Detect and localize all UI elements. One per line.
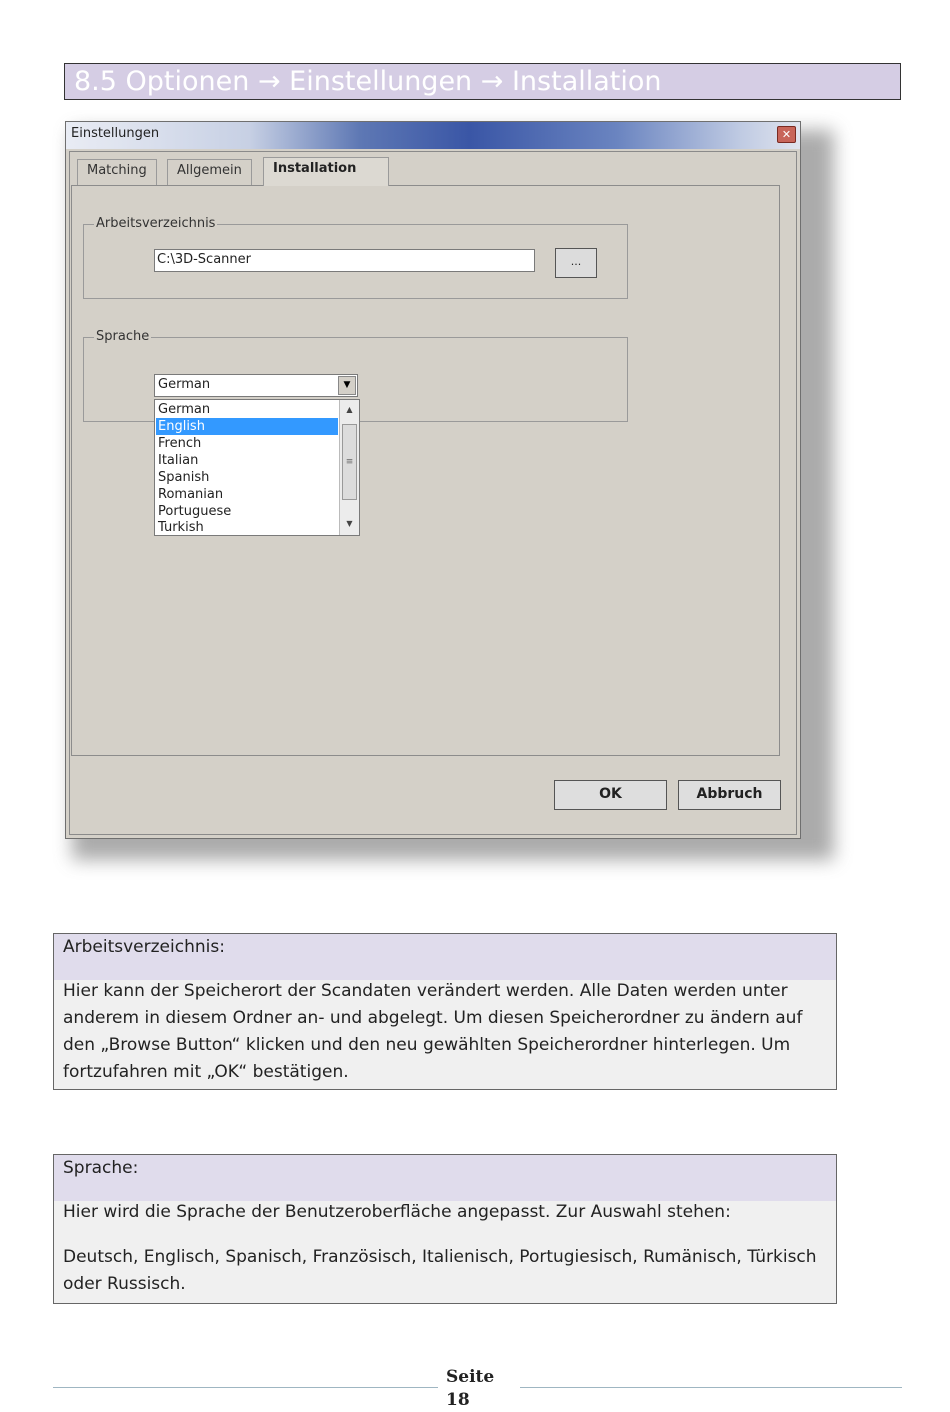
tab-allgemein[interactable]: Allgemein: [167, 159, 252, 185]
scroll-up-icon[interactable]: ▲: [346, 405, 353, 414]
close-icon[interactable]: ✕: [777, 126, 796, 143]
section-title: 8.5 Optionen → Einstellungen → Installation: [64, 63, 901, 100]
chevron-down-icon[interactable]: ▼: [338, 376, 356, 395]
page-number: 18: [446, 1390, 470, 1410]
info-paragraph: Deutsch, Englisch, Spanisch, Französisch, Italienisch, Portugiesisch, Rumänisch, Türkisch oder Russisch.: [63, 1247, 817, 1294]
sprache-label: Sprache: [96, 329, 150, 344]
ok-button[interactable]: OK: [554, 780, 667, 810]
tab-installation[interactable]: Installation: [263, 157, 389, 186]
info-heading: Arbeitsverzeichnis:: [54, 934, 836, 980]
path-input[interactable]: C:\3D-Scanner: [154, 249, 535, 272]
language-scrollbar[interactable]: [339, 400, 359, 535]
footer-divider-left: [53, 1387, 438, 1388]
language-option-spanish[interactable]: Spanish: [158, 470, 210, 485]
info-heading: Sprache:: [54, 1155, 836, 1201]
language-option-portuguese[interactable]: Portuguese: [158, 504, 232, 519]
info-box-sprache: [53, 1154, 837, 1304]
dialog-title: Einstellungen: [71, 126, 160, 141]
info-paragraph: Hier kann der Speicherort der Scandaten verändert werden. Alle Daten werden unter anderem in diesem Ordner an- und abgelegt. Um diesen Speicherordner zu ändern auf den „Browse Button“ klicken und den neu gewählten Speicherordner hinterlegen. Um fortzufahren mit „OK“ bestätigen.: [63, 981, 803, 1082]
settings-dialog: [65, 121, 801, 839]
language-select-value: German: [158, 377, 211, 392]
arbeitsverzeichnis-label: Arbeitsverzeichnis: [96, 216, 216, 231]
language-option-italian[interactable]: Italian: [158, 453, 199, 468]
language-option-romanian[interactable]: Romanian: [158, 487, 224, 502]
language-dropdown-list[interactable]: [154, 399, 360, 536]
info-box-arbeitsverzeichnis: [53, 933, 837, 1090]
scroll-down-icon[interactable]: ▼: [346, 519, 353, 528]
language-option-english[interactable]: English: [156, 418, 338, 435]
language-option-turkish[interactable]: Turkish: [158, 520, 204, 535]
info-paragraph: Hier wird die Sprache der Benutzeroberfläche angepasst. Zur Auswahl stehen:: [63, 1202, 731, 1222]
page-footer: [438, 1366, 520, 1412]
language-option-french[interactable]: French: [158, 436, 202, 451]
language-option-german[interactable]: German: [158, 402, 211, 417]
footer-divider-right: [520, 1387, 902, 1388]
scrollbar-thumb[interactable]: ≡: [342, 424, 357, 500]
browse-button[interactable]: ...: [555, 248, 597, 278]
tab-matching[interactable]: Matching: [77, 159, 157, 185]
page-label: Seite: [446, 1367, 495, 1387]
language-select[interactable]: [154, 374, 358, 397]
cancel-button[interactable]: Abbruch: [678, 780, 781, 810]
dialog-titlebar[interactable]: [66, 122, 800, 149]
